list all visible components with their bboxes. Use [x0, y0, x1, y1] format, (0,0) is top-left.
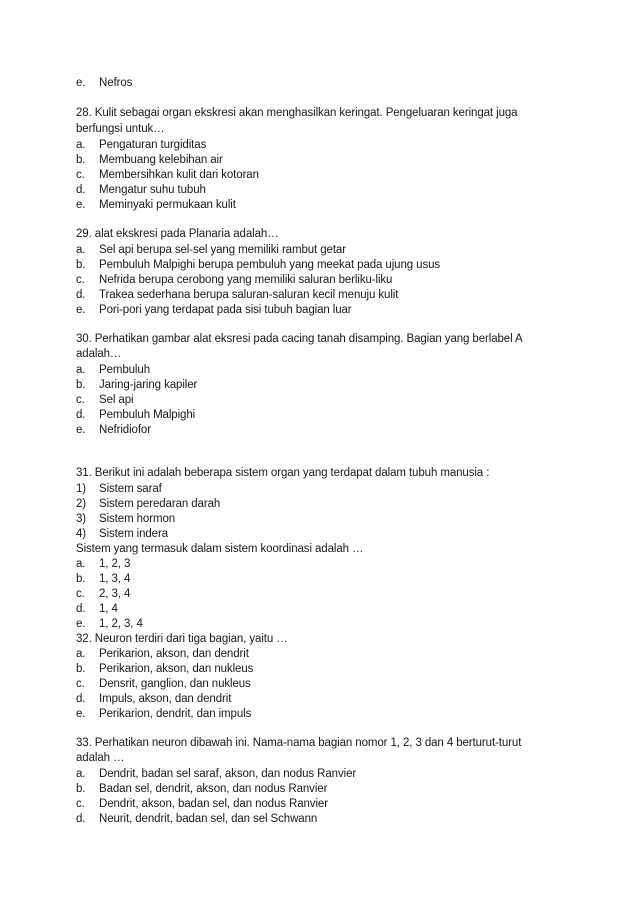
option-text: Perikarion, akson, dan dendrit [99, 648, 249, 660]
option-label: e. [76, 708, 86, 720]
item-text: Sistem indera [99, 528, 169, 540]
q31-option-e [76, 617, 143, 632]
option-text: Neurit, dendrit, badan sel, dan sel Schwann [99, 813, 318, 825]
q30-option-b [76, 378, 197, 393]
option-label: d. [76, 289, 86, 301]
option-text: Jaring-jaring kapiler [99, 379, 198, 391]
option-text: 2, 3, 4 [99, 588, 131, 600]
item-text: Sistem hormon [99, 513, 176, 525]
q30-text-line2: adalah… [76, 348, 122, 360]
option-label: c. [76, 588, 85, 600]
q33-option-a [76, 767, 356, 782]
option-text: Trakea sederhana berupa saluran-saluran kecil menuju kulit [99, 289, 399, 301]
option-text: Dendrit, badan sel saraf, akson, dan nodus Ranvier [99, 768, 357, 780]
q27-option-e [76, 76, 132, 91]
option-text: Membersihkan kulit dari kotoran [99, 169, 259, 181]
option-text: 1, 3, 4 [99, 573, 131, 585]
q31-item-1 [76, 482, 162, 497]
option-label: d. [76, 813, 86, 825]
q31-option-d [76, 602, 118, 617]
option-text: Pembuluh Malpighi berupa pembuluh yang meekat pada ujung usus [99, 259, 441, 271]
q31-option-c [76, 587, 130, 602]
q29-option-c [76, 273, 392, 288]
q29-option-d [76, 288, 398, 303]
q28-option-b [76, 153, 223, 168]
option-text: Dendrit, akson, badan sel, dan nodus Ranvier [99, 798, 328, 810]
q32-option-c [76, 677, 251, 692]
option-label: d. [76, 603, 86, 615]
q28-option-c [76, 168, 259, 183]
q30-option-a [76, 363, 150, 378]
option-text: 1, 2, 3, 4 [99, 618, 143, 630]
option-text: Sel api [99, 394, 134, 406]
option-text: Pembuluh Malpighi [99, 409, 196, 421]
option-label: e. [76, 424, 86, 436]
q31-option-b [76, 572, 130, 587]
option-label: d. [76, 184, 86, 196]
q28-option-a [76, 138, 206, 153]
q33-text-line1: 33. Perhatikan neuron dibawah ini. Nama-nama bagian nomor 1, 2, 3 dan 4 berturut-turut [76, 737, 522, 749]
option-label: a. [76, 648, 86, 660]
q33-option-d [76, 812, 317, 827]
option-text: Nefros [99, 77, 133, 89]
option-label: a. [76, 364, 86, 376]
option-label: e. [76, 199, 86, 211]
option-text: Impuls, akson, dan dendrit [99, 693, 232, 705]
option-text: Nefridiofor [99, 424, 151, 436]
q32-option-e [76, 707, 251, 722]
q32-text-line1: 32. Neuron terdiri dari tiga bagian, yaitu … [76, 633, 288, 645]
option-text: Perikarion, akson, dan nukleus [99, 663, 254, 675]
q28-text-line2: berfungsi untuk… [76, 123, 165, 135]
item-label: 2) [76, 498, 87, 510]
option-text: 1, 2, 3 [99, 558, 131, 570]
option-text: Badan sel, dendrit, akson, dan nodus Ranvier [99, 783, 328, 795]
option-label: e. [76, 77, 86, 89]
q30-option-d [76, 408, 195, 423]
item-label: 3) [76, 513, 87, 525]
q31-item-3 [76, 512, 175, 527]
option-label: a. [76, 768, 86, 780]
option-text: 1, 4 [99, 603, 118, 615]
option-label: e. [76, 304, 86, 316]
option-label: d. [76, 409, 86, 421]
option-label: c. [76, 169, 85, 181]
option-text: Nefrida berupa cerobong yang memiliki saluran berliku-liku [99, 274, 393, 286]
option-text: Meminyaki permukaan kulit [99, 199, 236, 211]
q31-text-line1: 31. Berikut ini adalah beberapa sistem organ yang terdapat dalam tubuh manusia : [76, 467, 490, 479]
q31-prompt: Sistem yang termasuk dalam sistem koordinasi adalah … [76, 543, 364, 555]
q28-option-e [76, 198, 236, 213]
q29-option-e [76, 303, 352, 318]
q33-option-b [76, 782, 327, 797]
q32-option-b [76, 662, 253, 677]
q30-option-c [76, 393, 133, 408]
q32-option-a [76, 647, 249, 662]
option-text: Pori-pori yang terdapat pada sisi tubuh bagian luar [99, 304, 352, 316]
option-label: b. [76, 663, 86, 675]
option-label: b. [76, 259, 86, 271]
option-label: b. [76, 573, 86, 585]
option-label: d. [76, 693, 86, 705]
option-label: c. [76, 274, 85, 286]
q30-text-line1: 30. Perhatikan gambar alat eksresi pada cacing tanah disamping. Bagian yang berlabel A [76, 333, 523, 345]
q32-option-d [76, 692, 231, 707]
option-text: Mengatur suhu tubuh [99, 184, 206, 196]
option-text: Membuang kelebihan air [99, 154, 223, 166]
option-label: b. [76, 783, 86, 795]
option-label: c. [76, 394, 85, 406]
option-text: Sel api berupa sel-sel yang memiliki rambut getar [99, 244, 346, 256]
q33-option-c [76, 797, 328, 812]
option-label: e. [76, 618, 86, 630]
item-label: 4) [76, 528, 87, 540]
q31-item-4 [76, 527, 168, 542]
q33-text-line2: adalah … [76, 752, 125, 764]
q29-option-b [76, 258, 440, 273]
q29-option-a [76, 243, 346, 258]
option-label: c. [76, 798, 85, 810]
item-label: 1) [76, 483, 87, 495]
option-text: Pembuluh [99, 364, 150, 376]
option-text: Pengaturan turgiditas [99, 139, 207, 151]
q31-option-a [76, 557, 130, 572]
option-label: a. [76, 558, 86, 570]
option-text: Perikarion, dendrit, dan impuls [99, 708, 252, 720]
option-label: b. [76, 154, 86, 166]
q29-text-line1: 29. alat ekskresi pada Planaria adalah… [76, 228, 279, 240]
option-label: a. [76, 139, 86, 151]
option-text: Densrit, ganglion, dan nukleus [99, 678, 251, 690]
item-text: Sistem peredaran darah [99, 498, 221, 510]
option-label: c. [76, 678, 85, 690]
option-label: b. [76, 379, 86, 391]
q28-option-d [76, 183, 206, 198]
option-label: a. [76, 244, 86, 256]
q31-item-2 [76, 497, 220, 512]
item-text: Sistem saraf [99, 483, 162, 495]
q28-text-line1: 28. Kulit sebagai organ ekskresi akan menghasilkan keringat. Pengeluaran keringat juga [76, 107, 518, 119]
q30-option-e [76, 423, 151, 438]
